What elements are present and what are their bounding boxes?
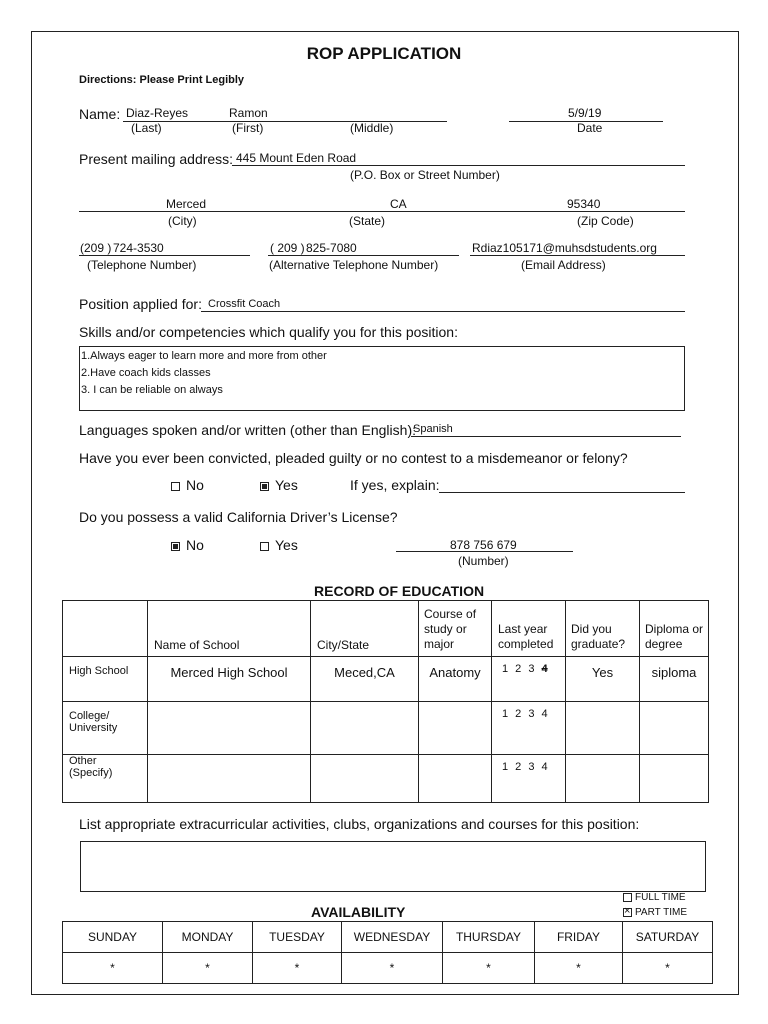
avail-mark: * xyxy=(294,961,300,975)
license-no-option[interactable] xyxy=(171,537,204,553)
checkbox-checked-icon[interactable] xyxy=(260,482,269,491)
education-title: RECORD OF EDUCATION xyxy=(314,583,485,599)
explain-field[interactable] xyxy=(439,492,685,493)
avail-cell-saturday[interactable] xyxy=(623,953,713,984)
explain-label: If yes, explain: xyxy=(350,477,440,493)
date-caption: Date xyxy=(577,121,603,135)
last-name-value[interactable]: Diaz-Reyes xyxy=(126,106,189,120)
year-mark[interactable]: 4 xyxy=(541,663,548,675)
address-label: Present mailing address: xyxy=(79,151,234,167)
table-row xyxy=(63,755,709,803)
avail-mark: * xyxy=(110,961,115,975)
phone-value[interactable]: 724-3530 xyxy=(113,241,164,255)
zip-value[interactable]: 95340 xyxy=(567,197,601,211)
graduated-cell[interactable]: Yes xyxy=(591,665,614,680)
avail-mark: * xyxy=(205,961,210,975)
header-school: Name of School xyxy=(154,638,240,652)
city-value[interactable]: Merced xyxy=(166,197,207,211)
day-tuesday: TUESDAY xyxy=(269,930,325,944)
alt-phone-caption: (Alternative Telephone Number) xyxy=(269,258,439,272)
conviction-yes-label: Yes xyxy=(275,477,298,493)
languages-value[interactable]: Spanish xyxy=(413,423,453,435)
city-cell[interactable] xyxy=(311,755,419,803)
state-caption: (State) xyxy=(349,214,386,228)
day-monday: MONDAY xyxy=(181,930,234,944)
header-last-year: Last year completed xyxy=(498,622,554,651)
city-caption: (City) xyxy=(168,214,197,228)
part-time-option[interactable] xyxy=(623,907,687,918)
day-wednesday: WEDNESDAY xyxy=(353,930,431,944)
conviction-no-label: No xyxy=(186,477,204,493)
email-caption: (Email Address) xyxy=(521,258,606,272)
avail-mark: * xyxy=(665,961,670,975)
avail-cell-friday[interactable] xyxy=(535,953,623,984)
position-value[interactable]: Crossfit Coach xyxy=(208,298,281,310)
diploma-cell[interactable] xyxy=(640,755,709,803)
conviction-question: Have you ever been convicted, pleaded guilty or no contest to a misdemeanor or felony? xyxy=(79,450,628,466)
directions: Directions: Please Print Legibly xyxy=(79,74,245,86)
avail-cell-tuesday[interactable] xyxy=(253,953,342,984)
middle-caption: (Middle) xyxy=(350,121,394,135)
availability-table xyxy=(62,921,713,984)
school-cell[interactable] xyxy=(148,755,311,803)
phone-caption: (Telephone Number) xyxy=(87,258,197,272)
license-question: Do you possess a valid California Driver’s License? xyxy=(79,509,398,525)
checkbox-icon[interactable] xyxy=(260,542,269,551)
checkbox-checked-icon[interactable] xyxy=(171,542,180,551)
skills-label: Skills and/or competencies which qualify you for this position: xyxy=(79,324,458,340)
header-course: Course of study or major xyxy=(424,607,477,651)
phone-area[interactable]: (209 ) xyxy=(80,241,112,255)
alt-phone-value[interactable]: 825-7080 xyxy=(306,241,357,255)
diploma-cell[interactable] xyxy=(640,702,709,755)
checkbox-icon[interactable] xyxy=(623,893,632,902)
activities-label: List appropriate extracurricular activities, clubs, organizations and courses for this position: xyxy=(79,816,640,832)
position-label: Position applied for: xyxy=(79,296,202,312)
graduated-cell[interactable] xyxy=(566,702,640,755)
part-time-label: PART TIME xyxy=(635,907,688,918)
diploma-cell[interactable]: siploma xyxy=(651,665,697,680)
course-cell[interactable]: Anatomy xyxy=(429,665,481,680)
availability-title: AVAILABILITY xyxy=(311,904,406,920)
school-cell[interactable] xyxy=(148,702,311,755)
city-cell[interactable]: Meced,CA xyxy=(334,665,395,680)
city-cell[interactable] xyxy=(311,702,419,755)
avail-mark: * xyxy=(486,961,491,975)
license-no-label: No xyxy=(186,537,204,553)
years-cell[interactable]: 1 2 3 4 xyxy=(502,761,548,773)
table-row xyxy=(63,702,709,755)
skill-line-3: 3. I can be reliable on always xyxy=(81,384,223,396)
email-value[interactable]: Rdiaz105171@muhsdstudents.org xyxy=(472,241,657,255)
skills-box[interactable] xyxy=(79,346,685,411)
day-thursday: THURSDAY xyxy=(455,930,522,944)
avail-cell-monday[interactable] xyxy=(163,953,253,984)
course-cell[interactable] xyxy=(419,755,492,803)
checkbox-icon[interactable] xyxy=(171,482,180,491)
first-caption: (First) xyxy=(232,121,264,135)
form-title: ROP APPLICATION xyxy=(306,44,462,63)
name-label: Name: xyxy=(79,106,121,122)
alt-phone-area[interactable]: ( 209 ) xyxy=(270,241,305,255)
state-value[interactable]: CA xyxy=(390,197,407,211)
level-label: High School xyxy=(69,665,129,677)
header-diploma: Diploma or degree xyxy=(645,622,704,651)
skill-line-1: 1.Always eager to learn more and more from other xyxy=(81,350,327,362)
course-cell[interactable] xyxy=(419,702,492,755)
license-yes-option[interactable] xyxy=(260,537,298,553)
first-name-value[interactable]: Ramon xyxy=(229,106,268,120)
zip-caption: (Zip Code) xyxy=(577,214,634,228)
avail-mark: * xyxy=(389,961,395,975)
years-cell[interactable]: 1 2 3 xyxy=(502,663,535,675)
street-caption: (P.O. Box or Street Number) xyxy=(350,168,500,182)
languages-label: Languages spoken and/or written (other than English): xyxy=(79,422,416,438)
day-sunday: SUNDAY xyxy=(87,930,138,944)
conviction-yes-option[interactable] xyxy=(260,477,298,493)
conviction-no-option[interactable] xyxy=(171,477,204,493)
level-label: Other (Specify) xyxy=(69,755,113,779)
avail-mark: * xyxy=(576,961,581,975)
checkbox-x-icon[interactable] xyxy=(623,908,632,917)
skill-line-2: 2.Have coach kids classes xyxy=(81,367,211,379)
table-row xyxy=(63,657,709,702)
license-yes-label: Yes xyxy=(275,537,298,553)
day-friday: FRIDAY xyxy=(556,930,601,944)
header-graduate: Did you graduate? xyxy=(571,622,626,651)
avail-cell-sunday[interactable] xyxy=(63,953,163,984)
years-cell[interactable]: 1 2 3 4 xyxy=(502,708,548,720)
education-table xyxy=(62,600,709,803)
avail-cell-wednesday[interactable] xyxy=(342,953,443,984)
license-number-caption: (Number) xyxy=(458,554,509,568)
header-city: City/State xyxy=(317,638,370,652)
license-number[interactable]: 878 756 679 xyxy=(450,538,517,552)
street-value[interactable]: 445 Mount Eden Road xyxy=(236,151,357,165)
activities-box[interactable] xyxy=(80,841,706,892)
level-label: College/ University xyxy=(69,710,118,734)
graduated-cell[interactable] xyxy=(566,755,640,803)
day-saturday: SATURDAY xyxy=(635,930,700,944)
full-time-option[interactable] xyxy=(623,892,686,903)
school-cell[interactable]: Merced High School xyxy=(170,665,288,680)
full-time-label: FULL TIME xyxy=(635,892,686,903)
date-value[interactable]: 5/9/19 xyxy=(568,106,602,120)
last-caption: (Last) xyxy=(131,121,162,135)
avail-cell-thursday[interactable] xyxy=(443,953,535,984)
